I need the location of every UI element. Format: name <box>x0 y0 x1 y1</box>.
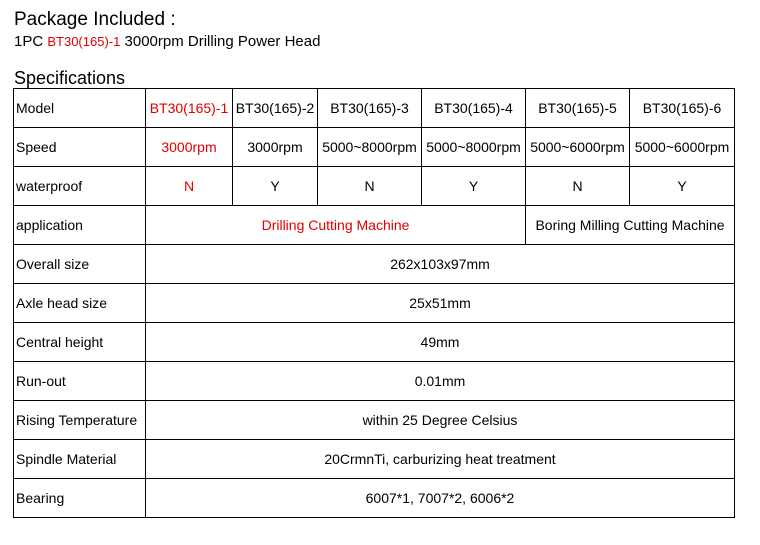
row-label-speed: Speed <box>14 128 146 167</box>
table-row-run-out <box>14 362 735 401</box>
package-line <box>14 33 320 51</box>
table-row-rising-temperature <box>14 401 735 440</box>
package-description: 3000rpm Drilling Power Head <box>124 33 321 50</box>
overall-size-value: 262x103x97mm <box>146 245 735 284</box>
row-label-run-out: Run-out <box>14 362 146 401</box>
speed-cell: 5000~6000rpm <box>526 128 630 167</box>
package-qty: 1PC <box>14 33 44 50</box>
waterproof-cell: Y <box>422 167 526 206</box>
model-cell: BT30(165)-3 <box>318 89 422 128</box>
package-model: BT30(165)-1 <box>47 34 121 49</box>
run-out-value: 0.01mm <box>146 362 735 401</box>
speed-cell: 5000~8000rpm <box>422 128 526 167</box>
table-row-speed <box>14 128 735 167</box>
row-label-spindle-material: Spindle Material <box>14 440 146 479</box>
waterproof-cell: N <box>146 167 233 206</box>
package-title: Package Included : <box>14 9 176 30</box>
spindle-material-value: 20CrmnTi, carburizing heat treatment <box>146 440 735 479</box>
row-label-overall-size: Overall size <box>14 245 146 284</box>
row-label-bearing: Bearing <box>14 479 146 518</box>
specifications-table <box>13 88 735 518</box>
speed-cell: 5000~8000rpm <box>318 128 422 167</box>
model-cell: BT30(165)-1 <box>146 89 233 128</box>
specifications-title: Specifications <box>14 68 126 88</box>
table-row-spindle-material <box>14 440 735 479</box>
rising-temperature-value: within 25 Degree Celsius <box>146 401 735 440</box>
model-cell: BT30(165)-4 <box>422 89 526 128</box>
speed-cell: 5000~6000rpm <box>630 128 735 167</box>
table-row-waterproof <box>14 167 735 206</box>
table-row-application <box>14 206 735 245</box>
row-label-central-height: Central height <box>14 323 146 362</box>
central-height-value: 49mm <box>146 323 735 362</box>
row-label-model: Model <box>14 89 146 128</box>
row-label-application: application <box>14 206 146 245</box>
axle-head-size-value: 25x51mm <box>146 284 735 323</box>
row-label-rising-temperature: Rising Temperature <box>14 401 146 440</box>
table-row-overall-size <box>14 245 735 284</box>
model-cell: BT30(165)-2 <box>233 89 318 128</box>
waterproof-cell: Y <box>630 167 735 206</box>
model-cell: BT30(165)-5 <box>526 89 630 128</box>
row-label-axle-head-size: Axle head size <box>14 284 146 323</box>
application-cell: Boring Milling Cutting Machine <box>526 206 735 245</box>
speed-cell: 3000rpm <box>146 128 233 167</box>
table-row-central-height <box>14 323 735 362</box>
table-row-model <box>14 89 735 128</box>
waterproof-cell: N <box>318 167 422 206</box>
waterproof-cell: Y <box>233 167 318 206</box>
row-label-waterproof: waterproof <box>14 167 146 206</box>
bearing-value: 6007*1, 7007*2, 6006*2 <box>146 479 735 518</box>
waterproof-cell: N <box>526 167 630 206</box>
table-row-axle-head-size <box>14 284 735 323</box>
speed-cell: 3000rpm <box>233 128 318 167</box>
model-cell: BT30(165)-6 <box>630 89 735 128</box>
table-row-bearing <box>14 479 735 518</box>
application-cell: Drilling Cutting Machine <box>146 206 526 245</box>
